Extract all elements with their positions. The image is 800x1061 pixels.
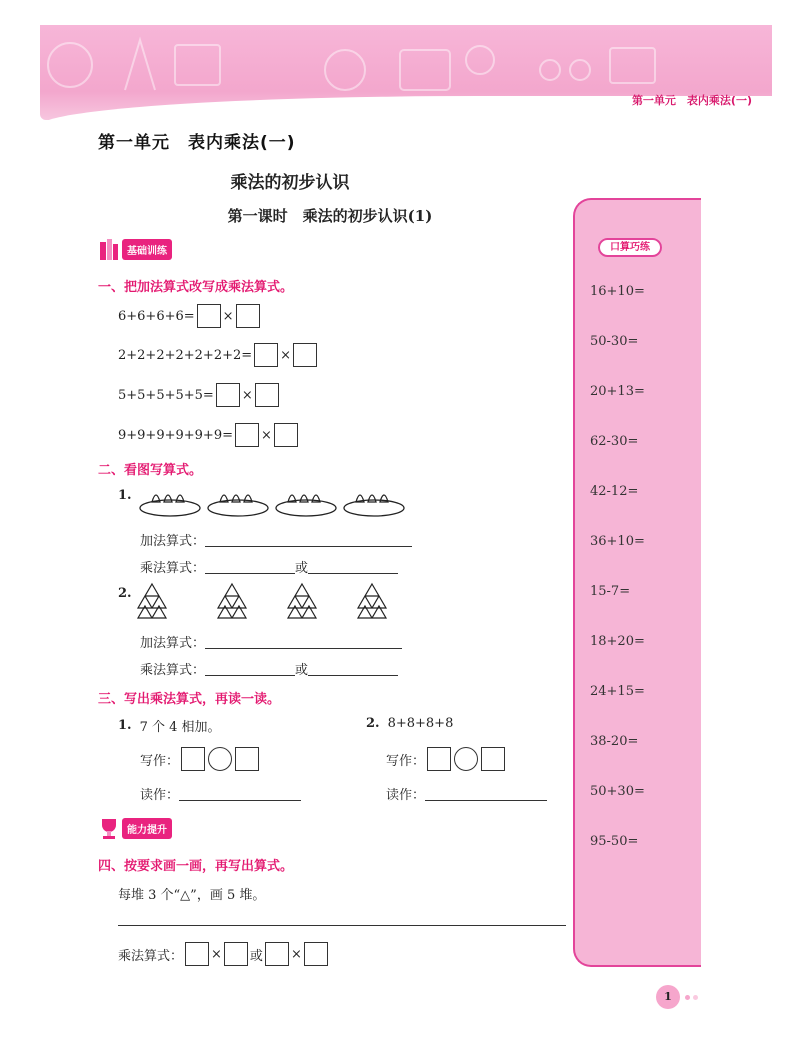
addition-label: 加法算式：	[140, 636, 206, 651]
school-supplies-illustration	[40, 30, 660, 100]
answer-line[interactable]	[179, 786, 301, 801]
addition-line	[140, 632, 402, 651]
basic-training-badge	[98, 236, 172, 262]
write-line	[386, 747, 507, 771]
header-label: 第一单元 表内乘法(一)	[631, 94, 752, 107]
section-title: 乘法的初步认识	[230, 173, 350, 193]
read-line	[386, 784, 547, 803]
q3-item	[366, 716, 453, 731]
lesson-title: 第一课时 乘法的初步认识(1)	[227, 207, 433, 225]
times-sign: ×	[211, 946, 222, 962]
calc-item: 36+10=	[590, 534, 645, 549]
answer-box[interactable]	[254, 343, 278, 367]
answer-box[interactable]	[235, 747, 259, 771]
multiplication-label: 乘法算式：	[140, 663, 206, 678]
calc-item: 62-30=	[590, 434, 639, 449]
write-line	[140, 747, 261, 771]
q1-expression: 2+2+2+2+2+2+2=	[118, 347, 253, 363]
q1-expression: 9+9+9+9+9+9=	[118, 427, 233, 443]
calc-item: 38-20=	[590, 734, 639, 749]
operator-circle[interactable]	[208, 747, 232, 771]
calc-item: 24+15=	[590, 684, 645, 699]
trophy-icon	[98, 815, 120, 841]
answer-line[interactable]	[425, 786, 547, 801]
read-label: 读作：	[386, 788, 426, 803]
item-text: 8+8+8+8	[387, 716, 454, 731]
q3-item	[118, 716, 221, 735]
ability-badge	[98, 815, 172, 841]
answer-line[interactable]	[205, 634, 402, 649]
answer-box[interactable]	[197, 304, 221, 328]
q1-expression: 6+6+6+6=	[118, 308, 195, 324]
calc-item: 95-50=	[590, 834, 639, 849]
answer-box[interactable]	[265, 942, 289, 966]
answer-box[interactable]	[304, 942, 328, 966]
answer-box[interactable]	[181, 747, 205, 771]
answer-box[interactable]	[427, 747, 451, 771]
q1-row	[118, 383, 281, 407]
calc-item: 15-7=	[590, 584, 631, 599]
strawberry-plates-illustration	[138, 484, 408, 518]
calc-item: 50+30=	[590, 784, 645, 799]
sidebar-title-label: 口算巧练	[598, 238, 662, 257]
q1-row	[118, 304, 262, 328]
write-label: 写作：	[140, 753, 180, 769]
q2-item-number: 1.	[118, 488, 132, 503]
q1-title: 一、把加法算式改写成乘法算式。	[98, 280, 294, 295]
addition-label: 加法算式：	[140, 534, 206, 549]
sidebar-title	[598, 235, 662, 254]
q1-expression: 5+5+5+5+5=	[118, 387, 214, 403]
q1-row	[118, 423, 300, 447]
calc-item: 20+13=	[590, 384, 645, 399]
answer-box[interactable]	[255, 383, 279, 407]
addition-line	[140, 530, 412, 549]
write-label: 写作：	[386, 753, 426, 769]
q4-multiplication-line	[118, 942, 330, 966]
times-sign: ×	[222, 308, 234, 324]
q4-title: 四、按要求画一画，再写出算式。	[98, 859, 294, 874]
answer-line[interactable]	[308, 559, 398, 574]
q3-title: 三、写出乘法算式，再读一读。	[98, 692, 281, 707]
calc-item: 42-12=	[590, 484, 639, 499]
q2-item-number: 2.	[118, 586, 132, 601]
page-dot	[693, 995, 698, 1000]
answer-box[interactable]	[185, 942, 209, 966]
triangle-groups-illustration	[136, 582, 396, 622]
answer-line[interactable]	[308, 661, 398, 676]
item-text: 7 个 4 相加。	[139, 720, 221, 735]
multiplication-line	[140, 659, 398, 678]
q2-title: 二、看图写算式。	[98, 463, 203, 478]
answer-line[interactable]	[205, 532, 412, 547]
unit-title: 第一单元 表内乘法(一)	[98, 133, 296, 153]
answer-box[interactable]	[293, 343, 317, 367]
times-sign: ×	[280, 347, 292, 363]
operator-circle[interactable]	[454, 747, 478, 771]
multiplication-line	[140, 557, 398, 576]
badge-label: 能力提升	[122, 818, 172, 839]
answer-box[interactable]	[224, 942, 248, 966]
books-icon	[98, 236, 120, 262]
or-label: 或	[249, 948, 263, 964]
times-sign: ×	[260, 427, 272, 443]
multiplication-label: 乘法算式：	[118, 948, 184, 964]
answer-box[interactable]	[481, 747, 505, 771]
times-sign: ×	[241, 387, 253, 403]
page-number: 1	[656, 985, 680, 1009]
q4-text: 每堆 3 个“△”，画 5 堆。	[118, 888, 266, 903]
answer-box[interactable]	[216, 383, 240, 407]
calc-item: 18+20=	[590, 634, 645, 649]
calc-item: 50-30=	[590, 334, 639, 349]
answer-line[interactable]	[205, 559, 295, 574]
or-label: 或	[295, 663, 309, 678]
read-line	[140, 784, 301, 803]
multiplication-label: 乘法算式：	[140, 561, 206, 576]
read-label: 读作：	[140, 788, 180, 803]
oral-calc-sidebar	[573, 198, 701, 967]
badge-label: 基础训练	[122, 239, 172, 260]
drawing-line[interactable]	[118, 925, 566, 926]
item-number: 2.	[366, 716, 380, 731]
times-sign: ×	[290, 946, 302, 962]
answer-line[interactable]	[205, 661, 295, 676]
answer-box[interactable]	[235, 423, 259, 447]
item-number: 1.	[118, 718, 132, 733]
q1-row	[118, 343, 319, 367]
answer-box[interactable]	[236, 304, 260, 328]
or-label: 或	[295, 561, 309, 576]
page-dot	[685, 995, 690, 1000]
answer-box[interactable]	[274, 423, 298, 447]
calc-item: 16+10=	[590, 284, 645, 299]
